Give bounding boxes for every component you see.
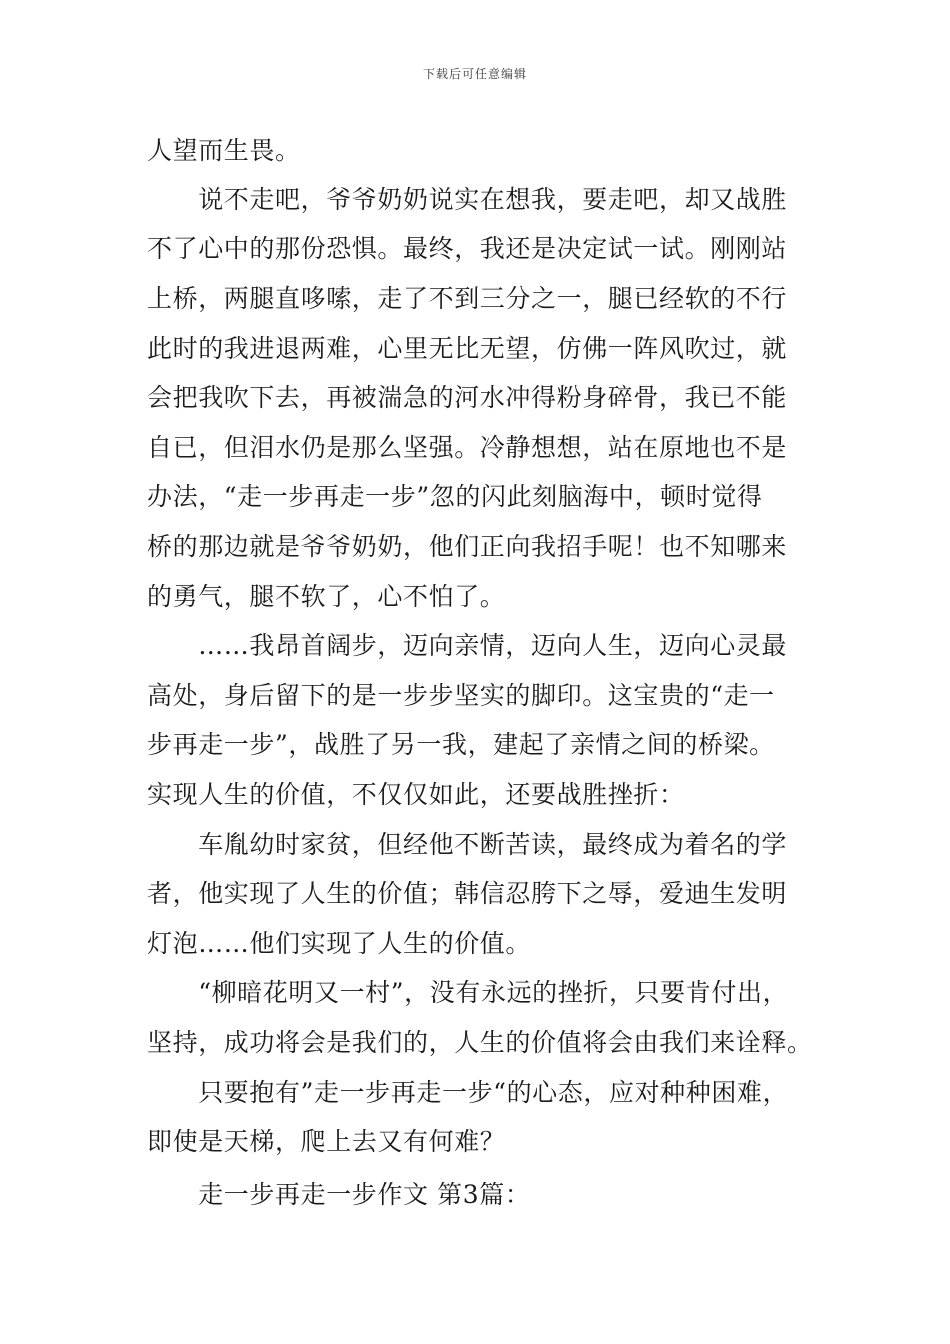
text-line: 坚持，成功将会是我们的，人生的价值将会由我们来诠释。 [147, 1028, 813, 1057]
text-line: 即使是天梯，爬上去又有何难？ [147, 1127, 506, 1156]
text-line: 实现人生的价值，不仅仅如此，还要战胜挫折： [147, 780, 685, 809]
page-header: 下载后可任意编辑 [422, 67, 527, 81]
text-line: 步再走一步”，战胜了另一我，建起了亲情之间的桥梁。 [147, 730, 775, 759]
text-line: 自已，但泪水仍是那么坚强。冷静想想，站在原地也不是 [147, 433, 788, 462]
text-line: 桥的那边就是爷爷奶奶，他们正向我招手呢！也不知哪来 [147, 532, 788, 561]
section-heading: 走一步再走一步作文 第3篇： [147, 1180, 531, 1209]
text-line: 只要抱有”走一步再走一步“的心态，应对种种困难， [147, 1078, 789, 1107]
text-line: 不了心中的那份恐惧。最终，我还是决定试一试。刚刚站 [147, 234, 788, 263]
text-line: 的勇气，腿不软了，心不怕了。 [147, 582, 506, 611]
text-line: 车胤幼时家贫，但经他不断苦读，最终成为着名的学 [147, 830, 788, 859]
text-line: “柳暗花明又一村”，没有永远的挫折，只要肯付出， [147, 978, 789, 1007]
text-line: 办法，“走一步再走一步”忽的闪此刻脑海中，顿时觉得 [147, 482, 763, 511]
text-line: 上桥，两腿直哆嗦，走了不到三分之一，腿已经软的不行 [147, 284, 788, 313]
text-line: 会把我吹下去，再被湍急的河水冲得粉身碎骨，我已不能 [147, 383, 788, 412]
text-line: 此时的我进退两难，心里无比无望，仿佛一阵风吹过，就 [147, 334, 788, 363]
text-line: 人望而生畏。 [147, 136, 301, 165]
text-line: 者，他实现了人生的价值；韩信忍胯下之辱，爱迪生发明 [147, 879, 788, 908]
text-line: 说不走吧，爷爷奶奶说实在想我，要走吧，却又战胜 [147, 185, 788, 214]
text-line: 高处，身后留下的是一步步坚实的脚印。这宝贵的“走一 [147, 681, 775, 710]
text-line: ……我昂首阔步，迈向亲情，迈向人生，迈向心灵最 [147, 631, 788, 660]
text-line: 灯泡……他们实现了人生的价值。 [147, 929, 532, 958]
